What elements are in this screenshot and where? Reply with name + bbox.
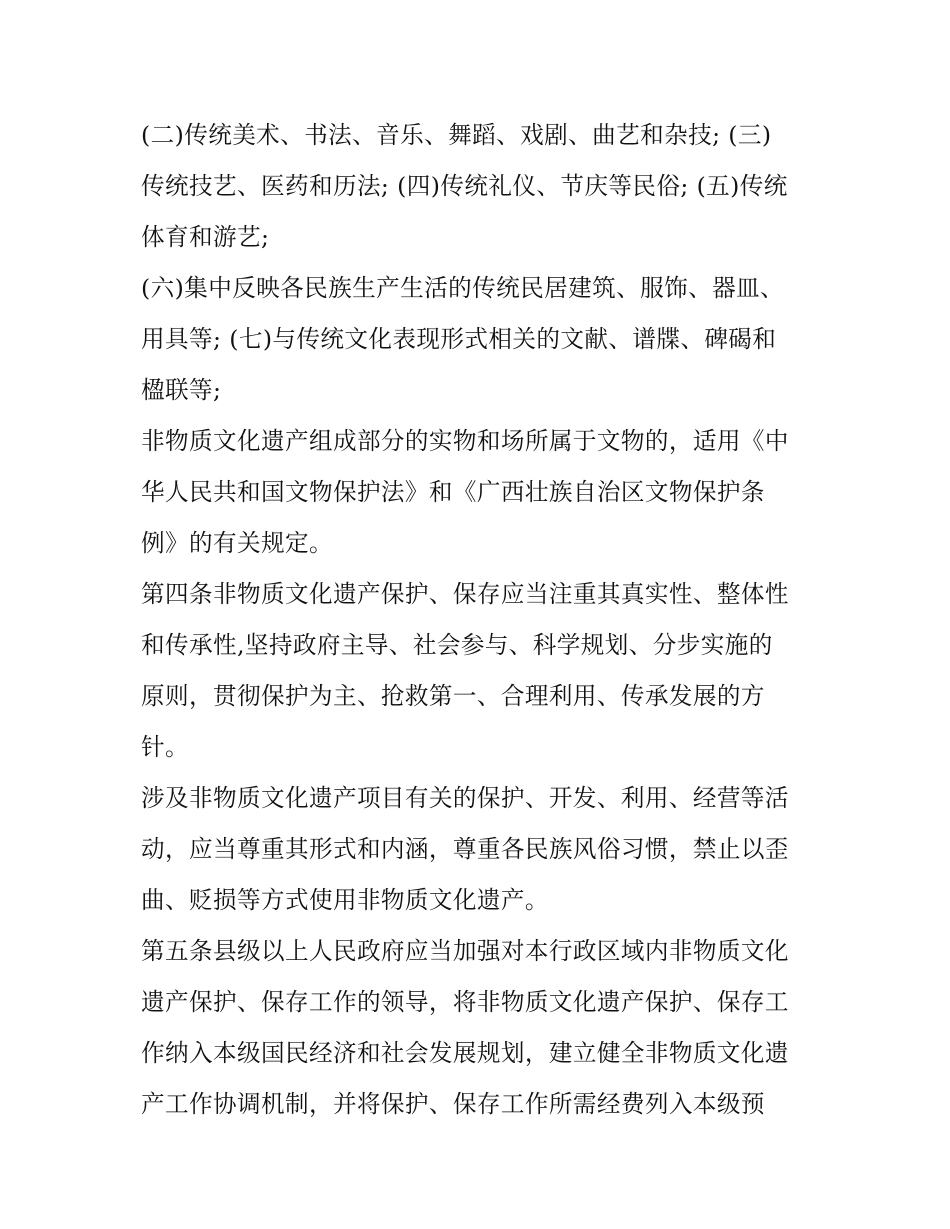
text-line: 遗产保护、保存工作的领导，将非物质文化遗产保护、保存工	[141, 988, 789, 1016]
text-line: 涉及非物质文化遗产项目有关的保护、开发、利用、经营等活	[141, 784, 789, 812]
text-line: (六)集中反映各民族生产生活的传统民居建筑、服饰、器皿、	[141, 274, 785, 302]
text-line: 动，应当尊重其形式和内涵，尊重各民族风俗习惯，禁止以歪	[141, 835, 789, 863]
text-line: 曲、贬损等方式使用非物质文化遗产。	[141, 886, 549, 914]
text-line: 第五条县级以上人民政府应当加强对本行政区域内非物质文化	[141, 937, 789, 965]
text-line: 华人民共和国文物保护法》和《广西壮族自治区文物保护条	[141, 478, 765, 506]
text-line: 针。	[141, 733, 189, 761]
text-line: 作纳入本级国民经济和社会发展规划，建立健全非物质文化遗	[141, 1039, 789, 1067]
text-line: 产工作协调机制，并将保护、保存工作所需经费列入本级预	[141, 1090, 765, 1118]
text-line: 原则，贯彻保护为主、抢救第一、合理利用、传承发展的方	[141, 682, 765, 710]
text-line: 楹联等;	[141, 376, 222, 404]
document-body	[141, 110, 813, 1130]
text-line: 第四条非物质文化遗产保护、保存应当注重其真实性、整体性	[141, 580, 789, 608]
text-line: 例》的有关规定。	[141, 529, 333, 557]
text-line: 体育和游艺;	[141, 223, 270, 251]
text-line: 非物质文化遗产组成部分的实物和场所属于文物的，适用《中	[141, 427, 789, 455]
text-line: 和传承性,坚持政府主导、社会参与、科学规划、分步实施的	[141, 631, 773, 659]
text-line: 用具等; (七)与传统文化表现形式相关的文献、谱牒、碑碣和	[141, 325, 777, 353]
text-line: (二)传统美术、书法、音乐、舞蹈、戏剧、曲艺和杂技; (三)	[141, 121, 772, 149]
text-line: 传统技艺、医药和历法; (四)传统礼仪、节庆等民俗; (五)传统	[141, 172, 788, 200]
